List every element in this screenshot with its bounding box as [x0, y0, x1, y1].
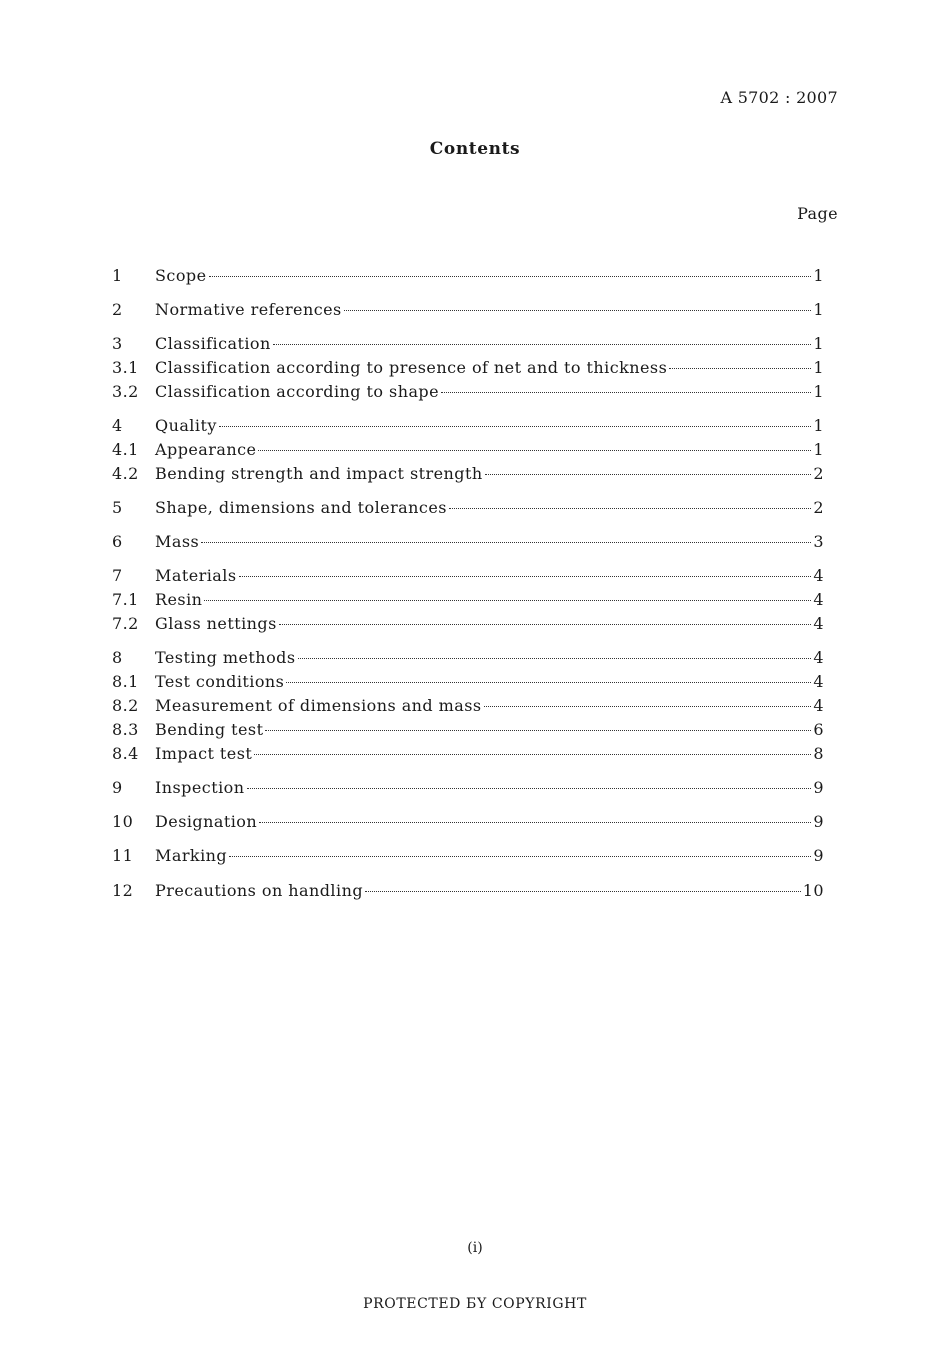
toc-entry-number: 7.2	[112, 614, 139, 633]
toc-entry	[112, 532, 824, 556]
toc-entry-title: Testing methods	[155, 648, 296, 667]
copyright-notice: PROTECTED БY COPYRIGHT	[363, 1296, 587, 1312]
toc-entry-number: 7	[112, 566, 123, 585]
toc-entry	[112, 334, 824, 358]
toc-entry-number: 12	[112, 881, 134, 900]
toc-entry	[112, 358, 824, 382]
toc-entry-page: 3	[813, 532, 824, 551]
toc-entry-title: Glass nettings	[155, 614, 277, 633]
toc-entry-number: 5	[112, 498, 123, 517]
toc-entry	[112, 266, 824, 290]
toc-entry-page: 1	[813, 382, 824, 401]
toc-entry	[112, 440, 824, 464]
toc-entry-page: 4	[813, 614, 824, 633]
toc-entry-number: 8	[112, 648, 123, 667]
toc-entry-page: 1	[813, 300, 824, 319]
dot-leader	[254, 754, 811, 755]
toc-entry	[112, 812, 824, 836]
dot-leader	[247, 788, 812, 789]
toc-entry-number: 8.4	[112, 744, 139, 763]
toc-entry-number: 4	[112, 416, 123, 435]
toc-entry	[112, 382, 824, 406]
toc-entry-title: Precautions on handling	[155, 881, 364, 900]
toc-entry-page: 9	[813, 846, 824, 865]
toc-entry	[112, 498, 824, 522]
toc-entry-page: 1	[813, 416, 824, 435]
toc-entry-number: 4.2	[112, 464, 139, 483]
toc-entry-title: Measurement of dimensions and mass	[155, 696, 482, 715]
dot-leader	[485, 474, 812, 475]
toc-entry	[112, 648, 824, 672]
toc-entry-title: Classification according to presence of net and to thickness	[155, 358, 668, 377]
toc-entry-page: 9	[813, 812, 824, 831]
dot-leader	[279, 624, 812, 625]
toc-entry-title: Bending strength and impact strength	[155, 464, 483, 483]
toc-entry-number: 1	[112, 266, 123, 285]
toc-entry-title: Designation	[155, 812, 258, 831]
dot-leader	[209, 276, 812, 277]
toc-entry-number: 8.3	[112, 720, 139, 739]
toc-entry-number: 9	[112, 778, 123, 797]
toc-entry-page: 6	[813, 720, 824, 739]
toc-entry	[112, 720, 824, 744]
toc-entry	[112, 614, 824, 638]
toc-entry-page: 10	[802, 881, 824, 900]
toc-entry-title: Classification according to shape	[155, 382, 440, 401]
dot-leader	[201, 542, 811, 543]
page-column-heading: Page	[797, 204, 838, 223]
toc-entry-number: 2	[112, 300, 123, 319]
document-id: A 5702 : 2007	[720, 88, 838, 107]
toc-entry	[112, 696, 824, 720]
dot-leader	[204, 600, 811, 601]
toc-entry	[112, 300, 824, 324]
toc-entry	[112, 566, 824, 590]
dot-leader	[484, 706, 812, 707]
dot-leader	[669, 368, 811, 369]
toc-entry-number: 11	[112, 846, 134, 865]
toc-entry-title: Appearance	[155, 440, 257, 459]
toc-entry	[112, 672, 824, 696]
dot-leader	[344, 310, 812, 311]
page-number: (i)	[467, 1240, 483, 1256]
toc-entry-page: 9	[813, 778, 824, 797]
toc-entry-title: Inspection	[155, 778, 245, 797]
toc-entry-page: 2	[813, 464, 824, 483]
dot-leader	[365, 891, 801, 892]
toc-entry	[112, 590, 824, 614]
toc-entry-title: Materials	[155, 566, 237, 585]
dot-leader	[259, 822, 811, 823]
toc-entry-title: Bending test	[155, 720, 264, 739]
toc-entry-page: 2	[813, 498, 824, 517]
toc-entry-title: Mass	[155, 532, 200, 551]
dot-leader	[229, 856, 811, 857]
toc-entry-number: 7.1	[112, 590, 139, 609]
toc-entry-page: 4	[813, 672, 824, 691]
dot-leader	[219, 426, 812, 427]
toc-entry-number: 3	[112, 334, 123, 353]
toc-entry-number: 3.2	[112, 382, 139, 401]
toc-entry-page: 8	[813, 744, 824, 763]
toc-entry-page: 1	[813, 440, 824, 459]
toc-entry-number: 3.1	[112, 358, 139, 377]
toc-entry-title: Shape, dimensions and tolerances	[155, 498, 447, 517]
toc-entry-page: 4	[813, 648, 824, 667]
toc-entry-title: Classification	[155, 334, 271, 353]
dot-leader	[273, 344, 812, 345]
page-title: Contents	[429, 139, 521, 159]
toc-entry-title: Impact test	[155, 744, 253, 763]
dot-leader	[239, 576, 812, 577]
toc-entry-page: 1	[813, 266, 824, 285]
dot-leader	[286, 682, 811, 683]
dot-leader	[441, 392, 811, 393]
toc-entry-number: 10	[112, 812, 134, 831]
toc-entry	[112, 744, 824, 768]
toc-entry-title: Marking	[155, 846, 228, 865]
toc-entry-number: 4.1	[112, 440, 139, 459]
dot-leader	[265, 730, 811, 731]
dot-leader	[298, 658, 812, 659]
dot-leader	[258, 450, 811, 451]
toc-entry-page: 1	[813, 358, 824, 377]
toc-entry-number: 6	[112, 532, 123, 551]
toc-entry-page: 4	[813, 566, 824, 585]
toc-entry-number: 8.1	[112, 672, 139, 691]
toc-entry-title: Scope	[155, 266, 207, 285]
toc-entry	[112, 881, 824, 905]
toc-entry-title: Quality	[155, 416, 217, 435]
toc-entry-number: 8.2	[112, 696, 139, 715]
toc-entry	[112, 464, 824, 488]
toc-entry-title: Resin	[155, 590, 203, 609]
toc-entry	[112, 416, 824, 440]
toc-entry-page: 4	[813, 590, 824, 609]
toc-entry-title: Test conditions	[155, 672, 285, 691]
toc-entry-title: Normative references	[155, 300, 342, 319]
toc-entry	[112, 778, 824, 802]
toc-entry	[112, 846, 824, 870]
toc-entry-page: 4	[813, 696, 824, 715]
dot-leader	[449, 508, 811, 509]
toc-entry-page: 1	[813, 334, 824, 353]
